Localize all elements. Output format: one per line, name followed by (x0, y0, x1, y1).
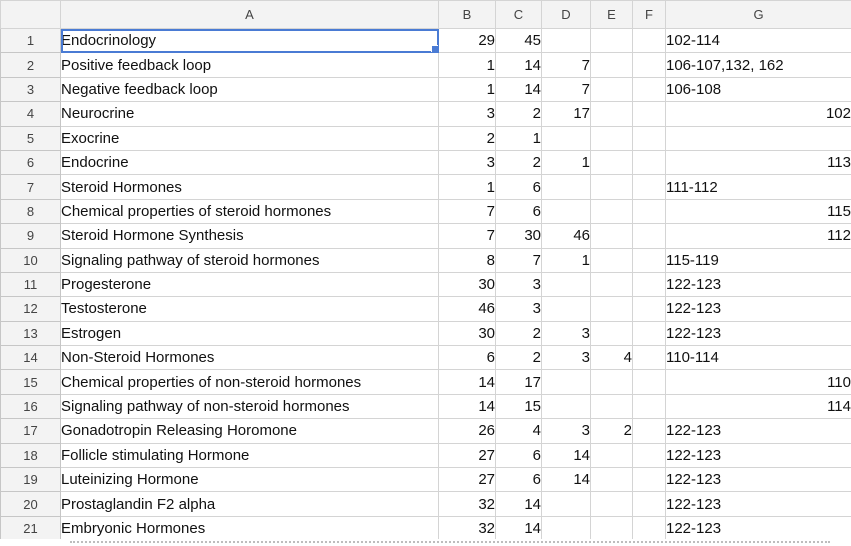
cell-e18[interactable] (591, 443, 633, 467)
fill-handle[interactable] (431, 45, 439, 53)
cell-b14[interactable]: 6 (439, 346, 496, 370)
table-row (1, 419, 851, 443)
cell-c1[interactable]: 45 (496, 29, 542, 53)
table-row (1, 394, 851, 418)
cell-a13[interactable]: Estrogen (61, 321, 439, 345)
cell-g9[interactable]: 112 (666, 224, 851, 248)
table-row (1, 29, 851, 53)
cell-e16[interactable] (591, 394, 633, 418)
cell-d15[interactable] (542, 370, 591, 394)
cell-a17[interactable]: Gonadotropin Releasing Horomone (61, 419, 439, 443)
cell-f10[interactable] (633, 248, 666, 272)
partial-row-divider (70, 541, 830, 545)
cell-g12[interactable]: 122-123 (666, 297, 851, 321)
row-header[interactable]: 6 (1, 150, 61, 174)
cell-a16[interactable]: Signaling pathway of non-steroid hormones (61, 394, 439, 418)
cell-f6[interactable] (633, 150, 666, 174)
cell-a7[interactable]: Steroid Hormones (61, 175, 439, 199)
row-header[interactable]: 8 (1, 199, 61, 223)
cell-a3[interactable]: Negative feedback loop (61, 77, 439, 101)
cell-d16[interactable] (542, 394, 591, 418)
row-header[interactable]: 10 (1, 248, 61, 272)
cell-a18[interactable]: Follicle stimulating Hormone (61, 443, 439, 467)
column-header-row (1, 1, 851, 29)
table-row (1, 346, 851, 370)
row-header[interactable]: 15 (1, 370, 61, 394)
cell-g4[interactable]: 102 (666, 102, 851, 126)
cell-a21[interactable]: Embryonic Hormones (61, 516, 439, 540)
cell-f7[interactable] (633, 175, 666, 199)
cell-e5[interactable] (591, 126, 633, 150)
column-header-a[interactable]: A (61, 1, 439, 29)
cell-d21[interactable] (542, 516, 591, 540)
cell-c2[interactable]: 14 (496, 53, 542, 77)
cell-b7[interactable]: 1 (439, 175, 496, 199)
row-header[interactable]: 21 (1, 516, 61, 540)
cell-c7[interactable]: 6 (496, 175, 542, 199)
cell-g10[interactable]: 115-119 (666, 248, 851, 272)
cell-c21[interactable]: 14 (496, 516, 542, 540)
cell-d1[interactable] (542, 29, 591, 53)
cell-g6[interactable]: 113 (666, 150, 851, 174)
cell-a1[interactable]: Endocrinology (61, 29, 439, 53)
cell-g21[interactable]: 122-123 (666, 516, 851, 540)
cell-a2[interactable]: Positive feedback loop (61, 53, 439, 77)
cell-a12[interactable]: Testosterone (61, 297, 439, 321)
cell-f14[interactable] (633, 346, 666, 370)
cell-e9[interactable] (591, 224, 633, 248)
cell-d2[interactable]: 7 (542, 53, 591, 77)
cell-e19[interactable] (591, 468, 633, 492)
cell-e17[interactable]: 2 (591, 419, 633, 443)
cell-e1[interactable] (591, 29, 633, 53)
cell-g1[interactable]: 102-114 (666, 29, 851, 53)
cell-g7[interactable]: 111-112 (666, 175, 851, 199)
cell-b1[interactable]: 29 (439, 29, 496, 53)
cell-f9[interactable] (633, 224, 666, 248)
cell-c20[interactable]: 14 (496, 492, 542, 516)
cell-f15[interactable] (633, 370, 666, 394)
cell-g2[interactable]: 106-107,132, 162 (666, 53, 851, 77)
cell-d14[interactable]: 3 (542, 346, 591, 370)
table-row (1, 321, 851, 345)
cell-b6[interactable]: 3 (439, 150, 496, 174)
table-row (1, 77, 851, 101)
cell-e12[interactable] (591, 297, 633, 321)
cell-e2[interactable] (591, 53, 633, 77)
cell-b2[interactable]: 1 (439, 53, 496, 77)
cell-g20[interactable]: 122-123 (666, 492, 851, 516)
cell-b5[interactable]: 2 (439, 126, 496, 150)
row-header[interactable]: 19 (1, 468, 61, 492)
row-header[interactable]: 13 (1, 321, 61, 345)
cell-f12[interactable] (633, 297, 666, 321)
cell-g3[interactable]: 106-108 (666, 77, 851, 101)
cell-d18[interactable]: 14 (542, 443, 591, 467)
cell-c16[interactable]: 15 (496, 394, 542, 418)
cell-c15[interactable]: 17 (496, 370, 542, 394)
cell-a20[interactable]: Prostaglandin F2 alpha (61, 492, 439, 516)
row-header[interactable]: 11 (1, 272, 61, 296)
cell-f21[interactable] (633, 516, 666, 540)
cell-f3[interactable] (633, 77, 666, 101)
row-header[interactable]: 7 (1, 175, 61, 199)
select-all-corner[interactable] (1, 1, 61, 29)
cell-b3[interactable]: 1 (439, 77, 496, 101)
cell-f8[interactable] (633, 199, 666, 223)
cell-e10[interactable] (591, 248, 633, 272)
cell-e20[interactable] (591, 492, 633, 516)
cell-c17[interactable]: 4 (496, 419, 542, 443)
column-header-d[interactable]: D (542, 1, 591, 29)
cell-e4[interactable] (591, 102, 633, 126)
cell-e3[interactable] (591, 77, 633, 101)
cell-b17[interactable]: 26 (439, 419, 496, 443)
cell-c3[interactable]: 14 (496, 77, 542, 101)
cell-e21[interactable] (591, 516, 633, 540)
cell-d9[interactable]: 46 (542, 224, 591, 248)
cell-a6[interactable]: Endocrine (61, 150, 439, 174)
cell-e8[interactable] (591, 199, 633, 223)
table-row (1, 248, 851, 272)
cell-c13[interactable]: 2 (496, 321, 542, 345)
row-header[interactable]: 12 (1, 297, 61, 321)
cell-a9[interactable]: Steroid Hormone Synthesis (61, 224, 439, 248)
cell-b4[interactable]: 3 (439, 102, 496, 126)
cell-f19[interactable] (633, 468, 666, 492)
column-header-f[interactable]: F (633, 1, 666, 29)
cell-e11[interactable] (591, 272, 633, 296)
cell-a11[interactable]: Progesterone (61, 272, 439, 296)
cell-b16[interactable]: 14 (439, 394, 496, 418)
table-row (1, 126, 851, 150)
cell-g14[interactable]: 110-114 (666, 346, 851, 370)
cell-f17[interactable] (633, 419, 666, 443)
cell-g11[interactable]: 122-123 (666, 272, 851, 296)
cell-b20[interactable]: 32 (439, 492, 496, 516)
cell-c18[interactable]: 6 (496, 443, 542, 467)
cell-b12[interactable]: 46 (439, 297, 496, 321)
cell-a4[interactable]: Neurocrine (61, 102, 439, 126)
cell-f20[interactable] (633, 492, 666, 516)
cell-d6[interactable]: 1 (542, 150, 591, 174)
row-header[interactable]: 5 (1, 126, 61, 150)
cell-f5[interactable] (633, 126, 666, 150)
cell-d12[interactable] (542, 297, 591, 321)
table-row (1, 516, 851, 540)
cell-a8[interactable]: Chemical properties of steroid hormones (61, 199, 439, 223)
cell-c6[interactable]: 2 (496, 150, 542, 174)
cell-d4[interactable]: 17 (542, 102, 591, 126)
cell-b9[interactable]: 7 (439, 224, 496, 248)
cell-g13[interactable]: 122-123 (666, 321, 851, 345)
cell-g18[interactable]: 122-123 (666, 443, 851, 467)
cell-d19[interactable]: 14 (542, 468, 591, 492)
cell-b10[interactable]: 8 (439, 248, 496, 272)
cell-a5[interactable]: Exocrine (61, 126, 439, 150)
row-header[interactable]: 1 (1, 29, 61, 53)
cell-e13[interactable] (591, 321, 633, 345)
cell-g5[interactable] (666, 126, 851, 150)
table-row (1, 443, 851, 467)
row-header[interactable]: 16 (1, 394, 61, 418)
cell-d3[interactable]: 7 (542, 77, 591, 101)
cell-c12[interactable]: 3 (496, 297, 542, 321)
table-row (1, 175, 851, 199)
table-row (1, 370, 851, 394)
table-row (1, 297, 851, 321)
row-header[interactable]: 4 (1, 102, 61, 126)
cell-c4[interactable]: 2 (496, 102, 542, 126)
row-header[interactable]: 18 (1, 443, 61, 467)
cell-g15[interactable]: 110 (666, 370, 851, 394)
cell-c9[interactable]: 30 (496, 224, 542, 248)
row-header[interactable]: 9 (1, 224, 61, 248)
row-header[interactable]: 14 (1, 346, 61, 370)
cell-a19[interactable]: Luteinizing Hormone (61, 468, 439, 492)
table-row (1, 199, 851, 223)
cell-c14[interactable]: 2 (496, 346, 542, 370)
grid-body (1, 29, 851, 541)
cell-b8[interactable]: 7 (439, 199, 496, 223)
cell-c19[interactable]: 6 (496, 468, 542, 492)
column-header-c[interactable]: C (496, 1, 542, 29)
column-header-g[interactable]: G (666, 1, 851, 29)
cell-d17[interactable]: 3 (542, 419, 591, 443)
cell-f16[interactable] (633, 394, 666, 418)
cell-b18[interactable]: 27 (439, 443, 496, 467)
cell-b19[interactable]: 27 (439, 468, 496, 492)
table-row (1, 272, 851, 296)
cell-d8[interactable] (542, 199, 591, 223)
cell-c8[interactable]: 6 (496, 199, 542, 223)
row-header[interactable]: 2 (1, 53, 61, 77)
cell-c10[interactable]: 7 (496, 248, 542, 272)
cell-d13[interactable]: 3 (542, 321, 591, 345)
cell-g19[interactable]: 122-123 (666, 468, 851, 492)
cell-g16[interactable]: 114 (666, 394, 851, 418)
cell-e6[interactable] (591, 150, 633, 174)
row-header[interactable]: 17 (1, 419, 61, 443)
cell-g8[interactable]: 115 (666, 199, 851, 223)
table-row (1, 102, 851, 126)
row-header[interactable]: 3 (1, 77, 61, 101)
cell-c5[interactable]: 1 (496, 126, 542, 150)
cell-b21[interactable]: 32 (439, 516, 496, 540)
cell-f11[interactable] (633, 272, 666, 296)
cell-f18[interactable] (633, 443, 666, 467)
cell-a14[interactable]: Non-Steroid Hormones (61, 346, 439, 370)
table-row (1, 492, 851, 516)
cell-f1[interactable] (633, 29, 666, 53)
column-header-b[interactable]: B (439, 1, 496, 29)
cell-b13[interactable]: 30 (439, 321, 496, 345)
cell-b11[interactable]: 30 (439, 272, 496, 296)
cell-e7[interactable] (591, 175, 633, 199)
column-header-e[interactable]: E (591, 1, 633, 29)
cell-d10[interactable]: 1 (542, 248, 591, 272)
cell-e14[interactable]: 4 (591, 346, 633, 370)
table-row (1, 53, 851, 77)
cell-a10[interactable]: Signaling pathway of steroid hormones (61, 248, 439, 272)
cell-d5[interactable] (542, 126, 591, 150)
cell-f13[interactable] (633, 321, 666, 345)
cell-f2[interactable] (633, 53, 666, 77)
table-row (1, 468, 851, 492)
cell-c11[interactable]: 3 (496, 272, 542, 296)
cell-a15[interactable]: Chemical properties of non-steroid hormones (61, 370, 439, 394)
cell-d7[interactable] (542, 175, 591, 199)
table-row (1, 150, 851, 174)
cell-g17[interactable]: 122-123 (666, 419, 851, 443)
cell-d11[interactable] (542, 272, 591, 296)
cell-d20[interactable] (542, 492, 591, 516)
cell-e15[interactable] (591, 370, 633, 394)
cell-b15[interactable]: 14 (439, 370, 496, 394)
cell-f4[interactable] (633, 102, 666, 126)
table-row (1, 224, 851, 248)
row-header[interactable]: 20 (1, 492, 61, 516)
